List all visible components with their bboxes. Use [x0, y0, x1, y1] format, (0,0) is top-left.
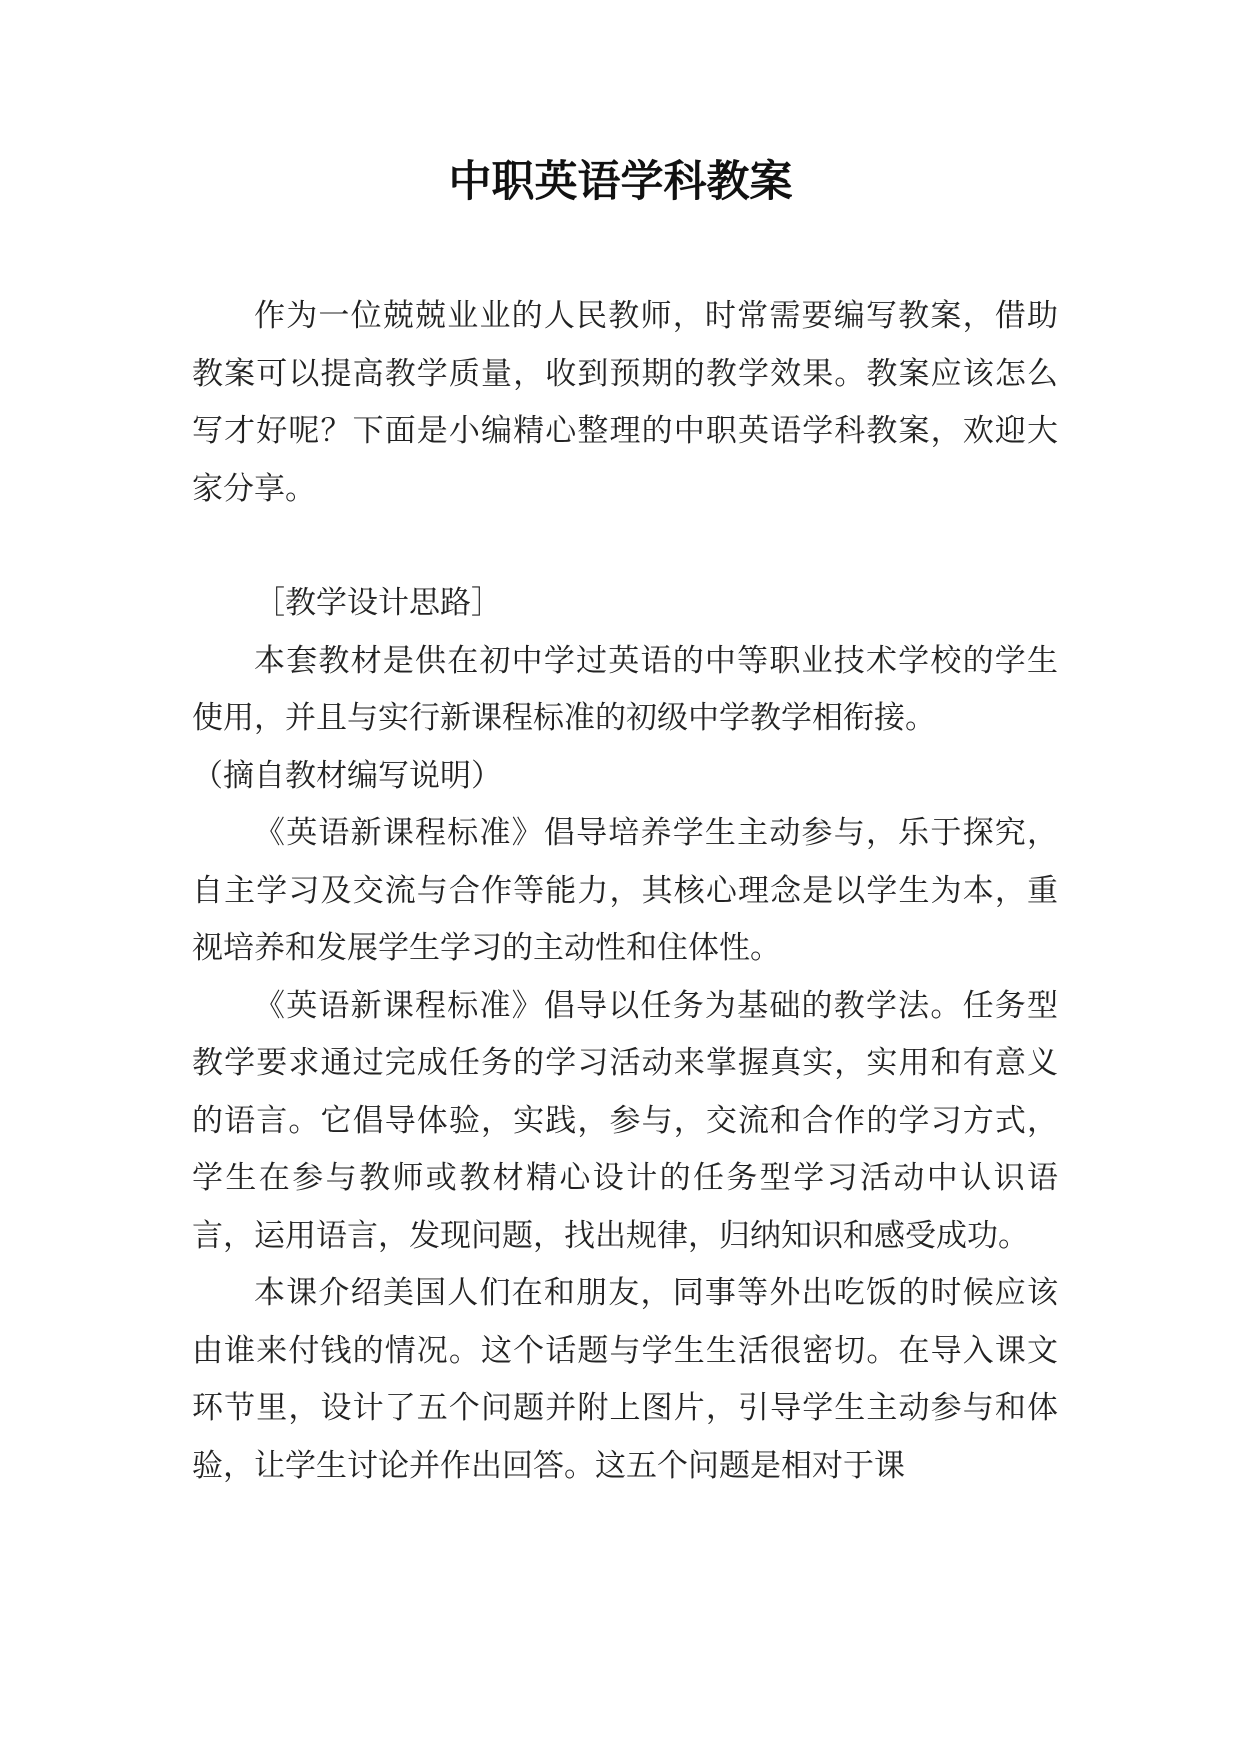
document-title: 中职英语学科教案: [448, 157, 793, 207]
source-note: （摘自教材编写说明）: [192, 757, 502, 794]
body-paragraph-2: 《英语新课程标准》倡导培养学生主动参与，乐于探究，自主学习及交流与合作等能力，其核心理念是以学生为本，重视培养和发展学生学习的主动性和住体性。: [192, 815, 1058, 966]
intro-paragraph: 作为一位兢兢业业的人民教师，时常需要编写教案，借助教案可以提高教学质量，收到预期的教学效果。教案应该怎么写才好呢？下面是小编精心整理的中职英语学科教案，欢迎大家分享。: [192, 298, 1058, 507]
body-paragraph-4: 本课介绍美国人们在和朋友，同事等外出吃饭的时候应该由谁来付钱的情况。这个话题与学生生活很密切。在导入课文环节里，设计了五个问题并附上图片，引导学生主动参与和体验，让学生讨论并作出回答。这五个问题是相对于课: [192, 1275, 1058, 1484]
body-paragraph-3: 《英语新课程标准》倡导以任务为基础的教学法。任务型教学要求通过完成任务的学习活动来掌握真实，实用和有意义的语言。它倡导体验，实践，参与，交流和合作的学习方式，学生在参与教师或教材精心设计的任务型学习活动中认识语言，运用语言，发现问题，找出规律，归纳知识和感受成功。: [192, 987, 1058, 1254]
section-heading: ［教学设计思路］: [254, 585, 502, 621]
paragraph-spacer: [192, 518, 1058, 575]
body-paragraph-1: 本套教材是供在初中学过英语的中等职业技术学校的学生使用，并且与实行新课程标准的初级中学教学相衔接。: [192, 642, 1058, 736]
document-body: [192, 288, 1058, 1495]
